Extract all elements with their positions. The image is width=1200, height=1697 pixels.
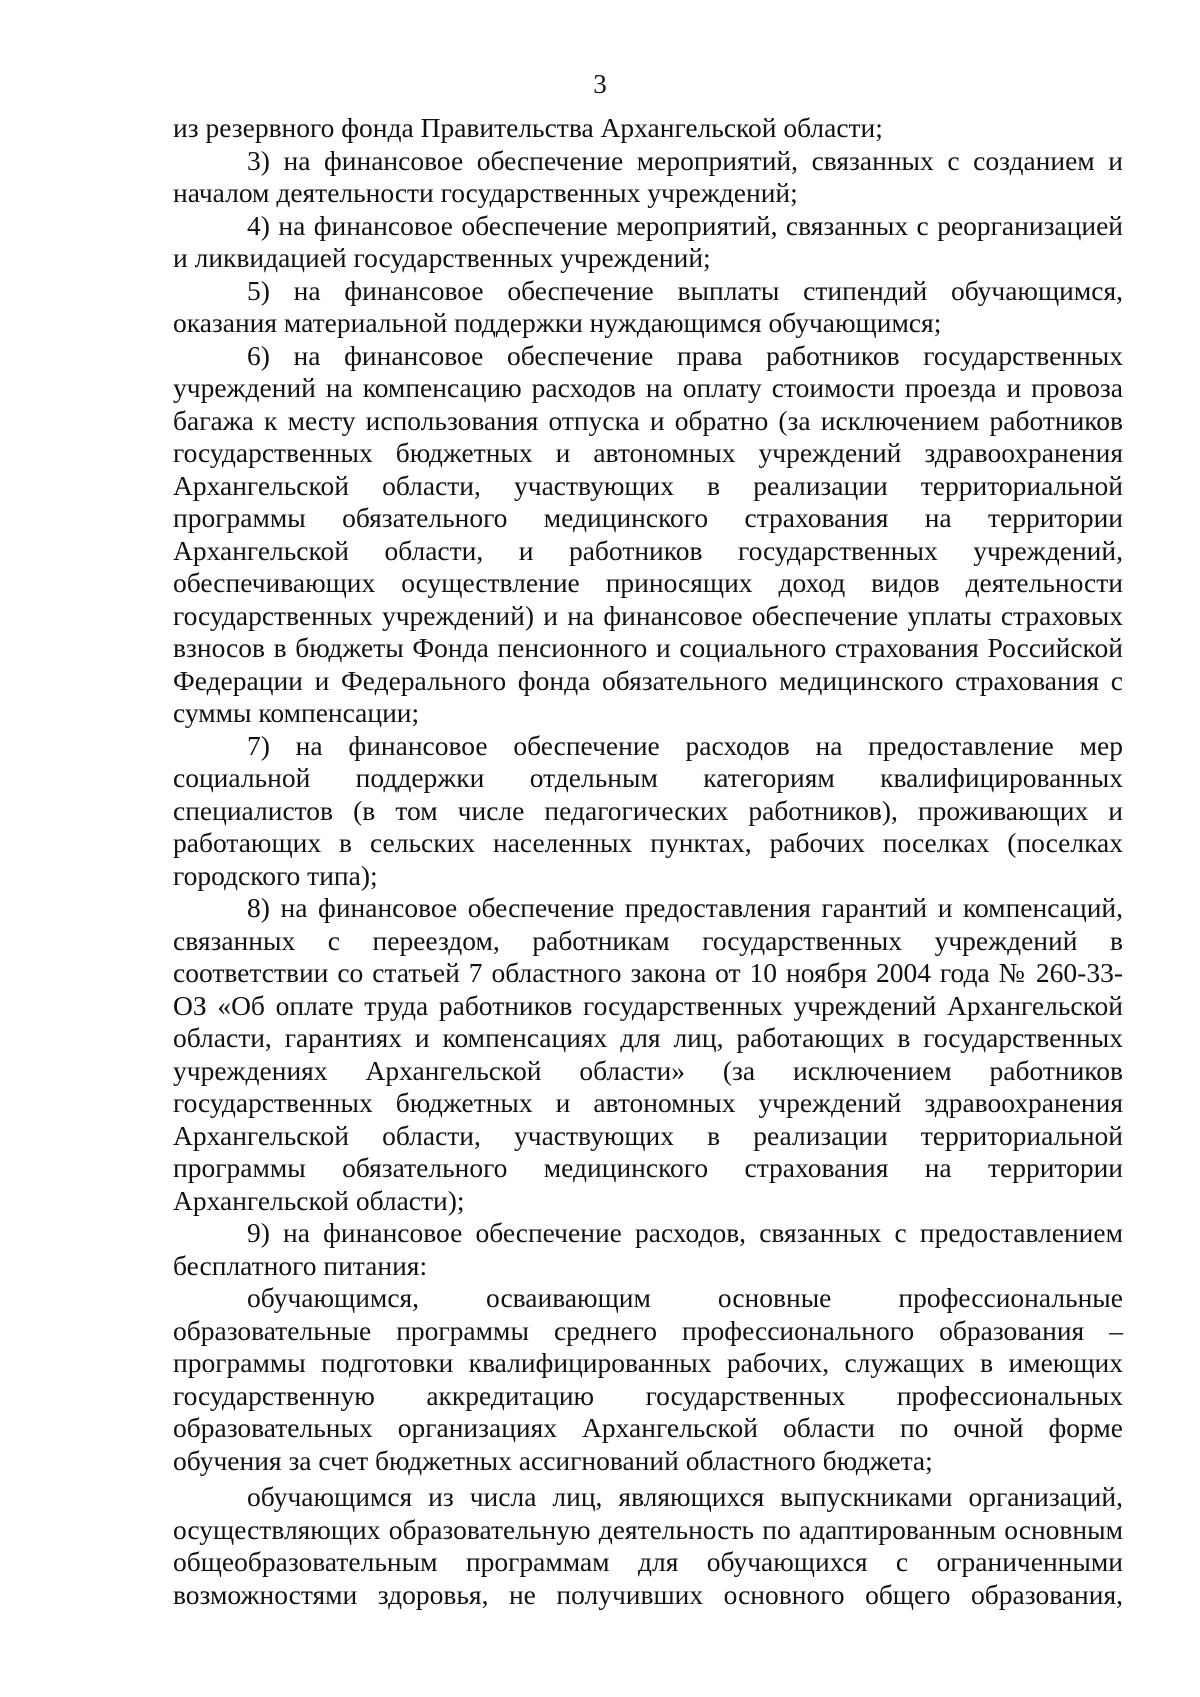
paragraph-item-9: 9) на финансовое обеспечение расходов, связанных с предоставлением бесплатного питания: — [173, 1217, 1123, 1281]
paragraph-item-5: 5) на финансовое обеспечение выплаты стипендий обучающимся, оказания материальной поддержки нуждающимся обучающимся; — [173, 274, 1123, 338]
paragraph-item-6: 6) на финансовое обеспечение права работников государственных учреждений на компенсацию расходов на оплату стоимости проезда и провоза багажа к месту использования отпуска и обратно (за исключением работников государственных бюджетных и автономных учреждений здравоохранения Архангельской области, участвующих в реализации территориальной программы обязательного медицинского страхования на территории Архангельской области, и работников государственных учреждений, обеспечивающих осуществление приносящих доход видов деятельности государственных учреждений) и на финансовое обеспечение уплаты страховых взносов в бюджеты Фонда пенсионного и социального страхования Российской Федерации и Федерального фонда обязательного медицинского страхования с суммы компенсации; — [173, 339, 1123, 728]
paragraph-item-9-sub-1: обучающимся, осваивающим основные профессиональные образовательные программы среднего профессионального образования – программы подготовки квалифицированных рабочих, служащих в имеющих государственную аккредитацию государственных профессиональных образовательных организациях Архангельской области по очной форме обучения за счет бюджетных ассигнований областного бюджета; — [173, 1282, 1123, 1476]
paragraph-item-8: 8) на финансовое обеспечение предоставления гарантий и компенсаций, связанных с переездом, работникам государственных учреждений в соответствии со статьей 7 областного закона от 10 ноября 2004 года № 260-33-ОЗ «Об оплате труда работников государственных учреждений Архангельской области, гарантиях и компенсациях для лиц, работающих в государственных учреждениях Архангельской области» (за исключением работников государственных бюджетных и автономных учреждений здравоохранения Архангельской области, участвующих в реализации территориальной программы обязательного медицинского страхования на территории Архангельской области); — [173, 892, 1123, 1216]
paragraph-continuation: из резервного фонда Правительства Архангельской области; — [173, 112, 883, 143]
paragraph-item-4: 4) на финансовое обеспечение мероприятий, связанных с реорганизацией и ликвидацией государственных учреждений; — [173, 209, 1123, 273]
page-number: 3 — [593, 69, 607, 99]
paragraph-item-3: 3) на финансовое обеспечение мероприятий, связанных с созданием и началом деятельности государственных учреждений; — [173, 144, 1123, 208]
paragraph-item-9-sub-2: обучающимся из числа лиц, являющихся выпускниками организаций, осуществляющих образовательную деятельность по адаптированным основным общеобразовательным программам для обучающихся с ограниченными возможностями здоровья, не получивших основного общего образования, — [173, 1481, 1123, 1610]
document-body — [173, 112, 1123, 1611]
paragraph-item-7: 7) на финансовое обеспечение расходов на предоставление мер социальной поддержки отдельным категориям квалифицированных специалистов (в том числе педагогических работников), проживающих и работающих в сельских населенных пунктах, рабочих поселках (поселках городского типа); — [173, 729, 1123, 891]
